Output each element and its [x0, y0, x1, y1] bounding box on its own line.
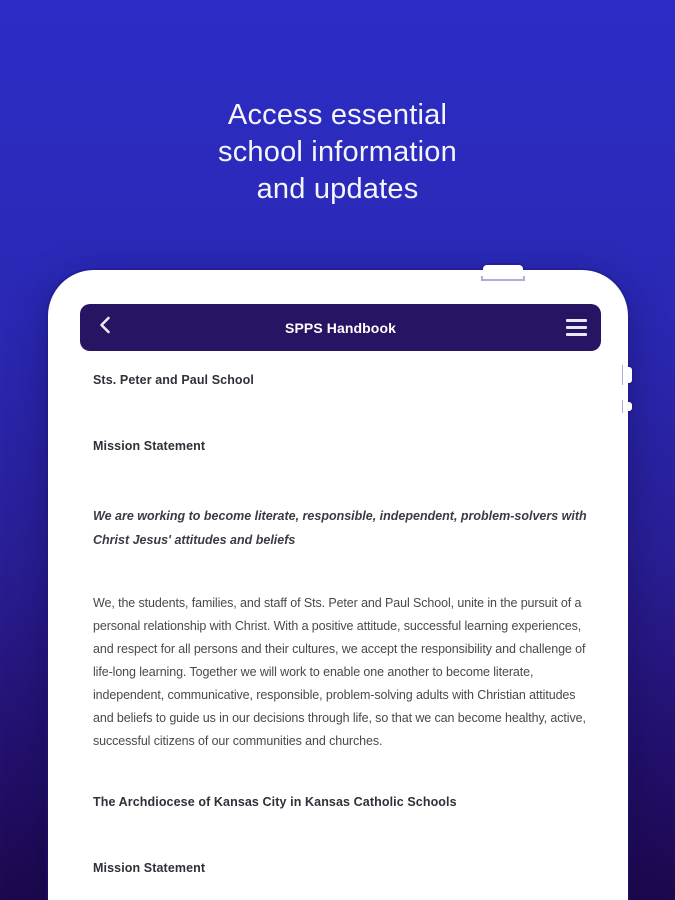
mission-body-paragraph: We, the students, families, and staff of Sts. Peter and Paul School, unite in the pursuit of a personal relationship with Christ. With a positive attitude, successful learning experiences, and respect for all persons and their cultures, we accept the responsibility and challenge of life-long learning. Together we will work to enable one another to become literate, independent, communicative, responsible, problem-solving adults with Christian attitudes and beliefs to guide us in our decisions through life, so that we can become healthy, active, successful citizens of our communities and churches. [93, 596, 586, 748]
mission-statement-heading: Mission Statement [93, 439, 206, 453]
hero-title-line: and updates [256, 173, 419, 205]
hero-title [0, 97, 675, 208]
hero-title-line: Access essential [227, 99, 448, 131]
menu-button[interactable] [566, 318, 587, 338]
app-header-bar [80, 304, 601, 351]
archdiocese-heading: The Archdiocese of Kansas City in Kansas Catholic Schools [93, 795, 457, 809]
handbook-screen [48, 270, 628, 900]
hero-title-line: school information [218, 136, 457, 168]
school-name-heading: Sts. Peter and Paul School [93, 373, 254, 387]
device-mockup [48, 270, 628, 900]
mission-statement-heading-2: Mission Statement [93, 861, 206, 875]
mission-quote-text: We are working to become literate, responsible, independent, problem-solvers with Christ Jesus' attitudes and beliefs [93, 509, 587, 547]
app-title: SPPS Handbook [285, 319, 396, 336]
